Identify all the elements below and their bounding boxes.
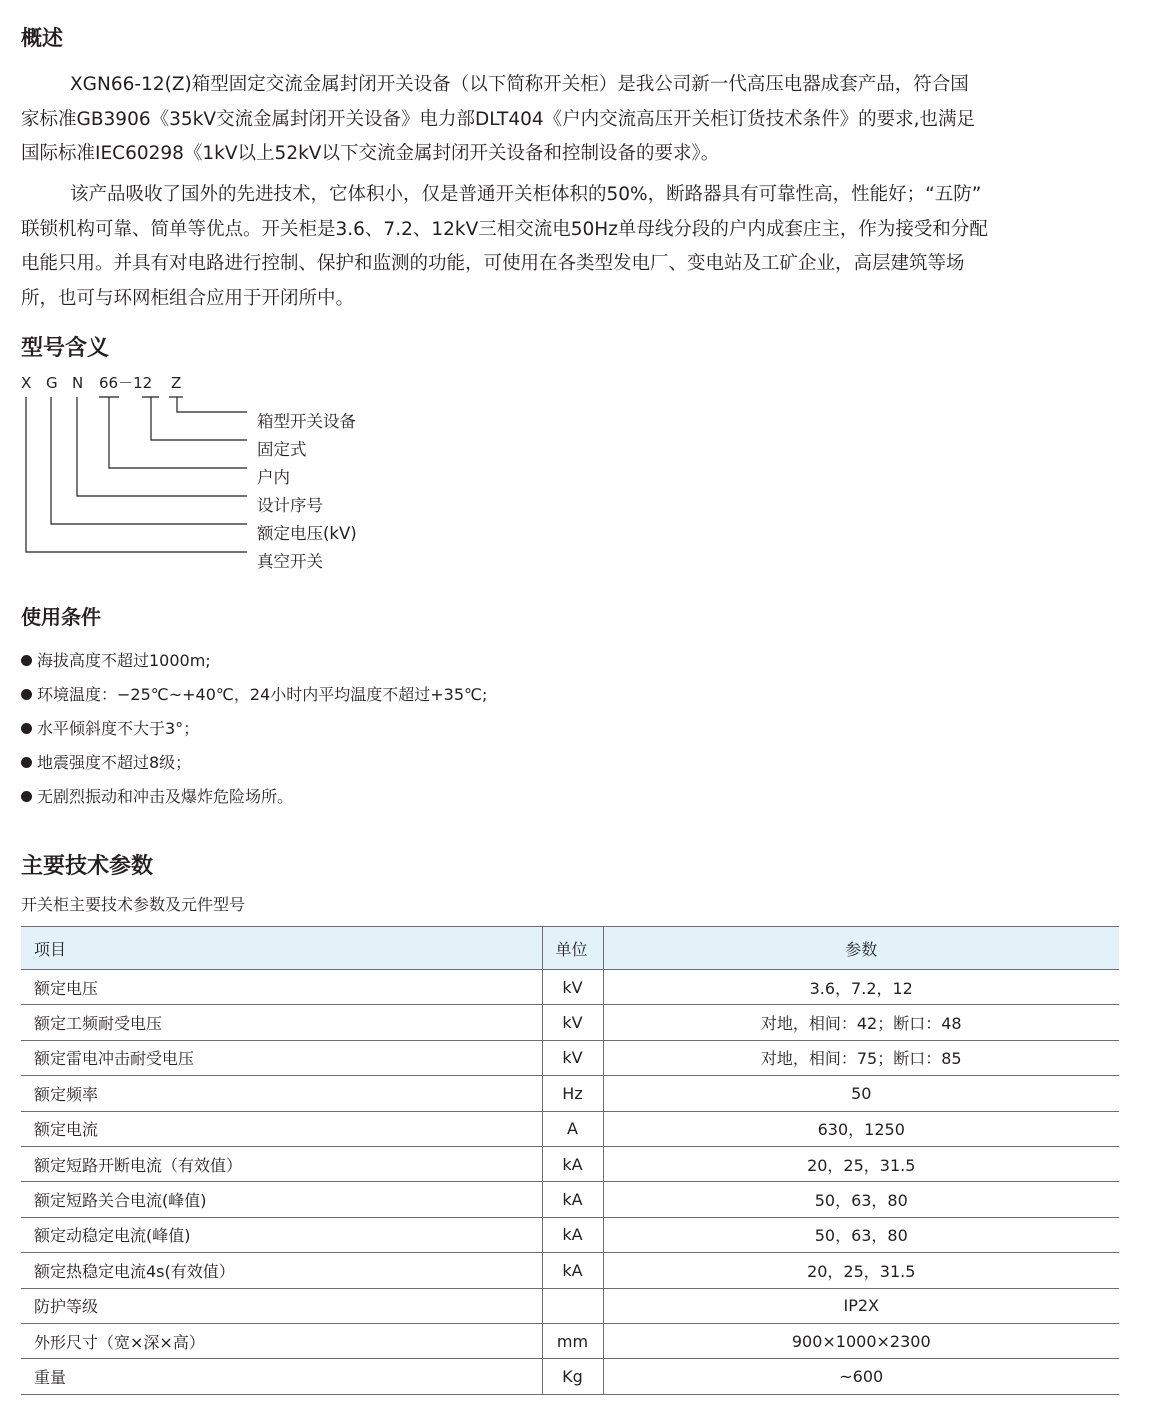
cell-item: 额定工频耐受电压 <box>21 1005 542 1040</box>
table-row <box>21 1111 1119 1146</box>
list-item <box>21 748 487 782</box>
table-caption: 开关柜主要技术参数及元件型号 <box>21 895 246 914</box>
bullet-icon <box>21 757 32 768</box>
code-number: 66－12 <box>99 374 153 392</box>
cell-unit: kV <box>542 970 603 1005</box>
table-row <box>21 1182 1119 1217</box>
list-item-text: 水平倾斜度不大于3°； <box>37 719 200 738</box>
cell-value: 900×1000×2300 <box>603 1323 1119 1358</box>
table-row <box>21 1217 1119 1252</box>
cell-value: 50，63，80 <box>603 1182 1119 1217</box>
cell-value: 20，25，31.5 <box>603 1146 1119 1181</box>
cell-item: 额定动稳定电流(峰值) <box>21 1217 542 1252</box>
conditions-heading: 使用条件 <box>21 605 101 629</box>
column-header-unit: 单位 <box>542 927 603 970</box>
cell-item: 外形尺寸（宽×深×高） <box>21 1323 542 1358</box>
cell-value: 3.6，7.2，12 <box>603 970 1119 1005</box>
cell-unit: Hz <box>542 1076 603 1111</box>
meaning-label: 真空开关 <box>257 552 323 571</box>
bullet-icon <box>21 791 32 802</box>
text-line: 家标准GB3906《35kV交流金属封闭开关设备》电力部DLT404《户内交流高压开关柜订货技术条件》的要求,也满足 <box>21 108 976 130</box>
bullet-icon <box>21 655 32 666</box>
meaning-label: 箱型开关设备 <box>257 412 356 431</box>
model-heading: 型号含义 <box>21 336 110 361</box>
overview-paragraph-1 <box>21 68 1129 172</box>
cell-unit: Kg <box>542 1359 603 1394</box>
text-line: 该产品吸收了国外的先进技术，它体积小，仅是普通开关柜体积的50%，断路器具有可靠性高，性能好；“五防” <box>70 184 982 205</box>
list-item-text: 环境温度：−25℃~+40℃，24小时内平均温度不超过+35℃; <box>37 685 488 704</box>
list-item <box>21 680 487 714</box>
text-line: 联锁机构可靠、简单等优点。开关柜是3.6、7.2、12kV三相交流电50Hz单母线分段的户内成套庄主，作为接受和分配 <box>21 218 988 240</box>
cell-item: 额定热稳定电流4s(有效值） <box>21 1253 542 1288</box>
table-row <box>21 1288 1119 1323</box>
conditions-list <box>21 646 487 816</box>
table-row <box>21 1359 1119 1394</box>
cell-value: ~600 <box>603 1359 1119 1394</box>
table-header-row <box>21 927 1119 970</box>
column-header-value: 参数 <box>603 927 1119 970</box>
list-item-text: 地震强度不超过8级； <box>37 753 192 772</box>
cell-unit: kV <box>542 1040 603 1075</box>
code-letter-n: N <box>72 374 84 392</box>
table-row <box>21 1323 1119 1358</box>
table-row <box>21 970 1119 1005</box>
list-item-text: 无剧烈振动和冲击及爆炸危险场所。 <box>37 787 294 806</box>
table-row <box>21 1253 1119 1288</box>
cell-unit: mm <box>542 1323 603 1358</box>
cell-item: 额定短路开断电流（有效值） <box>21 1146 542 1181</box>
code-letter-x: X <box>21 374 32 392</box>
spec-table <box>21 926 1119 1395</box>
overview-paragraph-2 <box>21 178 1129 316</box>
cell-value: 对地，相间：42；断口：48 <box>603 1005 1119 1040</box>
bullet-icon <box>21 689 32 700</box>
list-item-text: 海拔高度不超过1000m; <box>37 651 211 670</box>
table-row <box>21 1005 1119 1040</box>
list-item <box>21 714 487 748</box>
cell-unit: kA <box>542 1182 603 1217</box>
cell-item: 额定电压 <box>21 970 542 1005</box>
list-item <box>21 782 487 816</box>
bullet-icon <box>21 723 32 734</box>
cell-item: 防护等级 <box>21 1288 542 1323</box>
text-line: XGN66-12(Z)箱型固定交流金属封闭开关设备（以下简称开关柜）是我公司新一代高压电器成套产品，符合国 <box>70 74 969 95</box>
code-letter-z: Z <box>171 374 182 392</box>
meaning-label: 设计序号 <box>257 496 323 515</box>
list-item <box>21 646 487 680</box>
column-header-item: 项目 <box>21 927 542 970</box>
cell-unit <box>542 1288 603 1323</box>
cell-unit: A <box>542 1111 603 1146</box>
cell-unit: kV <box>542 1005 603 1040</box>
cell-item: 额定电流 <box>21 1111 542 1146</box>
text-line: 电能只用。并具有对电路进行控制、保护和监测的功能，可使用在各类型发电厂、变电站及工矿企业，高层建筑等场 <box>21 253 965 274</box>
meaning-label: 固定式 <box>257 440 307 459</box>
cell-unit: kA <box>542 1253 603 1288</box>
model-code-lines <box>18 373 438 578</box>
meaning-label: 户内 <box>257 468 290 487</box>
table-row <box>21 1146 1119 1181</box>
cell-item: 额定短路关合电流(峰值) <box>21 1182 542 1217</box>
cell-value: 50 <box>603 1076 1119 1111</box>
meaning-label: 额定电压(kV) <box>257 524 357 543</box>
cell-unit: kA <box>542 1146 603 1181</box>
cell-value: 对地，相间：75；断口：85 <box>603 1040 1119 1075</box>
code-letter-g: G <box>46 374 58 392</box>
cell-item: 额定频率 <box>21 1076 542 1111</box>
cell-value: 20，25，31.5 <box>603 1253 1119 1288</box>
model-code-diagram <box>18 373 438 578</box>
cell-item: 额定雷电冲击耐受电压 <box>21 1040 542 1075</box>
specs-heading: 主要技术参数 <box>21 854 154 879</box>
cell-value: 630，1250 <box>603 1111 1119 1146</box>
cell-value: 50，63，80 <box>603 1217 1119 1252</box>
table-row <box>21 1040 1119 1075</box>
text-line: 所，也可与环网柜组合应用于开闭所中。 <box>21 287 355 309</box>
cell-item: 重量 <box>21 1359 542 1394</box>
overview-heading: 概述 <box>21 26 63 50</box>
cell-value: IP2X <box>603 1288 1119 1323</box>
table-row <box>21 1076 1119 1111</box>
cell-unit: kA <box>542 1217 603 1252</box>
text-line: 国际标准IEC60298《1kV以上52kV以下交流金属封闭开关设备和控制设备的要求》。 <box>21 143 720 164</box>
